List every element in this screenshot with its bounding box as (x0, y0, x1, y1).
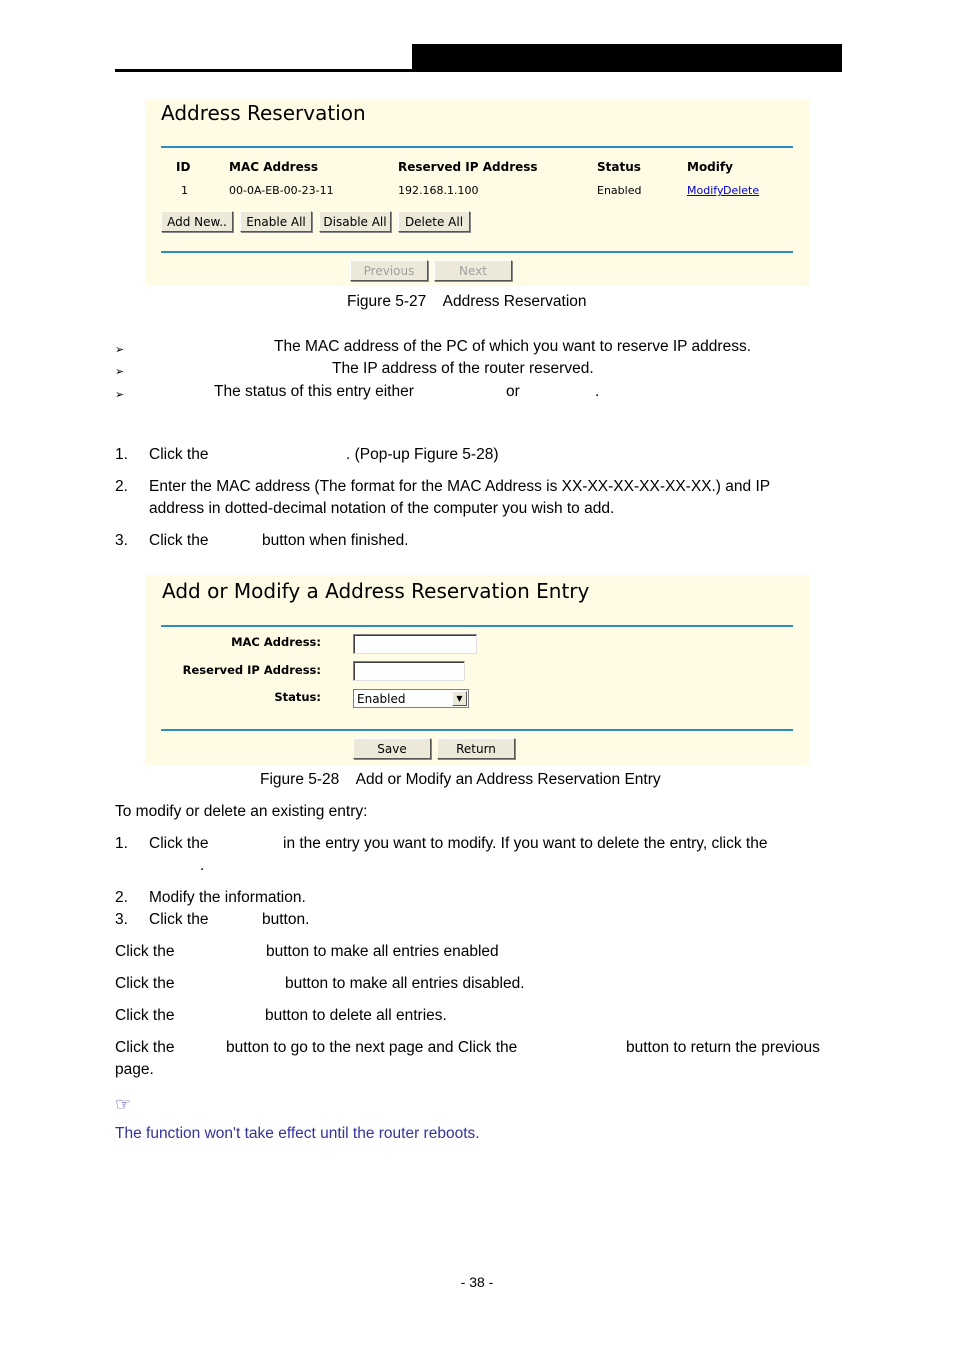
step-text: Click the (149, 911, 209, 928)
status-label: Status: (274, 690, 321, 704)
step-text: button. (262, 911, 310, 928)
panel-top-rule (161, 625, 793, 627)
paging-text: page. (115, 1061, 154, 1078)
step-text: Click the (149, 532, 209, 549)
table-row-ip: 192.168.1.100 (398, 184, 479, 197)
header-bar (412, 44, 842, 72)
panel-bottom-rule (161, 729, 793, 731)
step-number: 1. (115, 446, 128, 463)
delete-all-button[interactable]: Delete All (398, 211, 470, 232)
column-header-mac: MAC Address (229, 160, 319, 174)
status-select-value: Enabled (357, 691, 406, 706)
panel-top-rule (161, 146, 793, 148)
bullet-arrow-icon: ➢ (115, 344, 125, 356)
step-text: button when finished. (262, 532, 409, 549)
paging-text: button to return the previous (626, 1039, 820, 1056)
disable-all-button[interactable]: Disable All (319, 211, 391, 232)
enable-all-text: Click the (115, 943, 175, 960)
table-row-id: 1 (181, 184, 188, 197)
return-button[interactable]: Return (437, 738, 515, 759)
enable-all-text: button to make all entries enabled (266, 943, 499, 960)
delete-link[interactable]: Delete (723, 184, 760, 197)
save-button[interactable]: Save (353, 738, 431, 759)
panel-title: Address Reservation (161, 101, 366, 125)
step-text: Click the (149, 446, 209, 463)
bullet-status-period: . (595, 383, 600, 400)
figure-caption: Figure 5-28 Add or Modify an Address Reservation Entry (260, 771, 661, 788)
delete-all-text: Click the (115, 1007, 175, 1024)
reserved-ip-label: Reserved IP Address: (182, 663, 321, 677)
next-button[interactable]: Next (434, 260, 512, 281)
column-header-modify: Modify (687, 160, 733, 174)
step-number: 1. (115, 835, 128, 852)
step-text: in the entry you want to modify. If you want to delete the entry, click the (283, 835, 768, 852)
enable-all-button[interactable]: Enable All (240, 211, 312, 232)
disable-all-text: button to make all entries disabled. (285, 975, 525, 992)
paging-text: button to go to the next page and Click the (226, 1039, 518, 1056)
chevron-down-icon[interactable]: ▼ (452, 691, 467, 706)
panel-bottom-rule (161, 251, 793, 253)
mac-address-input[interactable] (353, 634, 477, 654)
status-select[interactable] (353, 689, 469, 708)
column-header-status: Status (597, 160, 641, 174)
bullet-arrow-icon: ➢ (115, 366, 125, 378)
bullet-status-or: or (506, 383, 520, 400)
mac-address-label: MAC Address: (231, 635, 321, 649)
step-text: . (Pop-up Figure 5-28) (346, 446, 499, 463)
reserved-ip-input[interactable] (353, 661, 465, 681)
table-row-status: Enabled (597, 184, 642, 197)
step-text: Modify the information. (149, 889, 306, 906)
column-header-ip: Reserved IP Address (398, 160, 538, 174)
disable-all-text: Click the (115, 975, 175, 992)
step-text: Click the (149, 835, 209, 852)
bullet-mac-text: The MAC address of the PC of which you want to reserve IP address. (274, 338, 751, 355)
figure-caption: Figure 5-27 Address Reservation (347, 293, 587, 310)
step-number: 3. (115, 911, 128, 928)
bullet-arrow-icon: ➢ (115, 389, 125, 401)
modify-intro: To modify or delete an existing entry: (115, 803, 368, 820)
step-text: . (200, 857, 205, 874)
step-number: 3. (115, 532, 128, 549)
pointing-hand-icon: ☞ (115, 1094, 132, 1115)
page-number: - 38 - (460, 1274, 494, 1290)
column-header-id: ID (176, 160, 191, 174)
step-text: Enter the MAC address (The format for the MAC Address is XX-XX-XX-XX-XX-XX.) and IP (149, 478, 771, 495)
step-number: 2. (115, 478, 128, 495)
add-new-button[interactable]: Add New.. (161, 211, 233, 232)
bullet-status-text: The status of this entry either (214, 383, 414, 400)
modify-link[interactable]: Modify (687, 184, 724, 197)
step-text: address in dotted-decimal notation of the computer you wish to add. (149, 500, 615, 517)
panel-title: Add or Modify a Address Reservation Entry (162, 579, 590, 603)
bullet-ip-text: The IP address of the router reserved. (332, 360, 594, 377)
step-number: 2. (115, 889, 128, 906)
table-row-mac: 00-0A-EB-00-23-11 (229, 184, 334, 197)
paging-text: Click the (115, 1039, 175, 1056)
note-text: The function won't take effect until the router reboots. (115, 1125, 480, 1142)
previous-button[interactable]: Previous (350, 260, 428, 281)
delete-all-text: button to delete all entries. (265, 1007, 447, 1024)
